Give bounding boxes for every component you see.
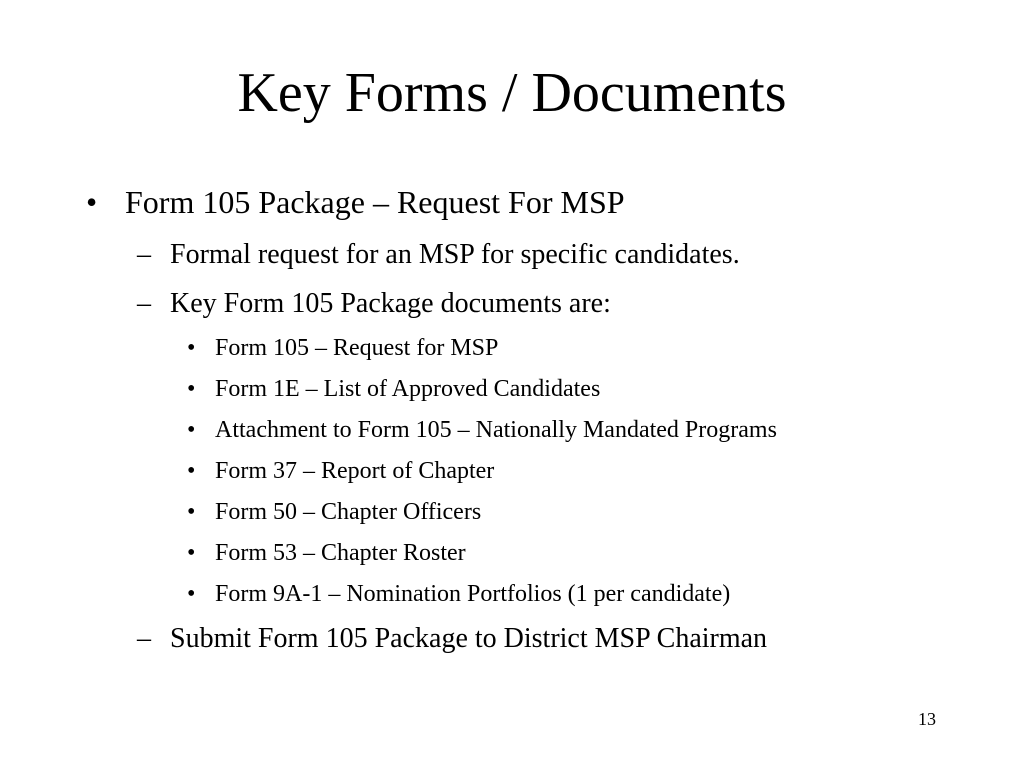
small-bullet-marker: • bbox=[187, 335, 196, 361]
small-bullet-marker: • bbox=[187, 499, 196, 525]
dash-marker: – bbox=[137, 288, 151, 319]
document-item: Form 50 – Chapter Officers bbox=[215, 499, 482, 525]
small-bullet-marker: • bbox=[187, 417, 196, 443]
bullet-marker: • bbox=[86, 184, 98, 220]
small-bullet-marker: • bbox=[187, 540, 196, 566]
slide-title: Key Forms / Documents bbox=[237, 62, 787, 124]
dash-marker: – bbox=[137, 239, 151, 270]
bullet-item: Form 105 Package – Request For MSP bbox=[125, 184, 625, 220]
page-number: 13 bbox=[918, 709, 936, 729]
document-item: Form 53 – Chapter Roster bbox=[215, 540, 466, 566]
dash-marker: – bbox=[137, 623, 151, 654]
document-item: Form 105 – Request for MSP bbox=[215, 335, 499, 361]
document-item: Form 1E – List of Approved Candidates bbox=[215, 376, 601, 402]
small-bullet-marker: • bbox=[187, 458, 196, 484]
small-bullet-marker: • bbox=[187, 376, 196, 402]
sub-item: Key Form 105 Package documents are: bbox=[170, 288, 611, 319]
document-item: Form 9A-1 – Nomination Portfolios (1 per candidate) bbox=[215, 581, 731, 607]
small-bullet-marker: • bbox=[187, 581, 196, 607]
sub-item: Submit Form 105 Package to District MSP Chairman bbox=[170, 623, 768, 654]
document-item: Form 37 – Report of Chapter bbox=[215, 458, 495, 484]
sub-item: Formal request for an MSP for specific candidates. bbox=[170, 239, 740, 270]
document-item: Attachment to Form 105 – Nationally Mandated Programs bbox=[215, 417, 777, 443]
